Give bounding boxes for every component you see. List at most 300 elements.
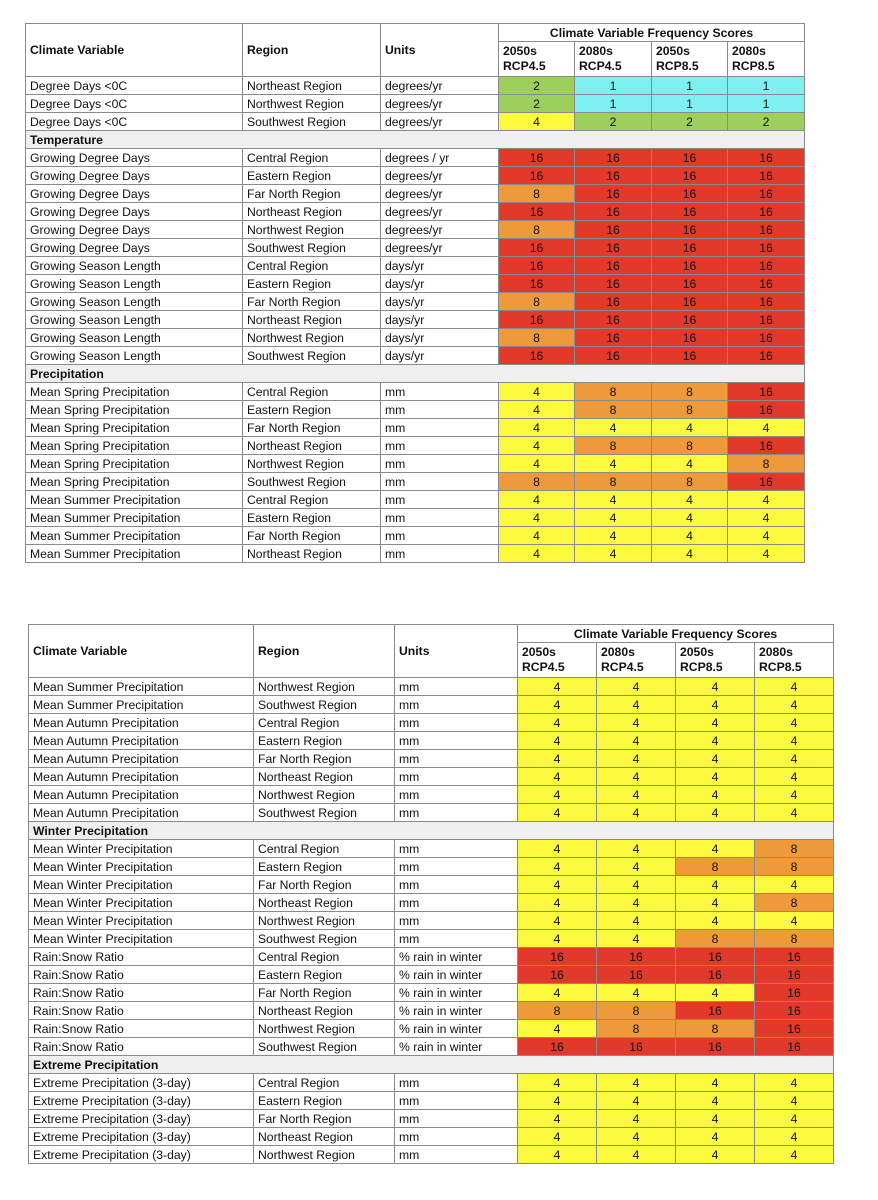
variable-cell: Growing Degree Days xyxy=(26,185,243,203)
score-cell: 4 xyxy=(597,912,676,930)
variable-cell: Mean Autumn Precipitation xyxy=(29,804,254,822)
score-cell: 8 xyxy=(676,858,755,876)
region-cell: Central Region xyxy=(254,840,395,858)
table-row xyxy=(26,311,805,329)
variable-cell: Mean Spring Precipitation xyxy=(26,437,243,455)
units-cell: degrees/yr xyxy=(381,203,499,221)
score-cell: 4 xyxy=(575,509,652,527)
table-row xyxy=(29,1020,834,1038)
score-cell: 4 xyxy=(755,714,834,732)
score-cell: 4 xyxy=(518,1074,597,1092)
score-cell: 16 xyxy=(755,1020,834,1038)
score-cell: 4 xyxy=(499,545,575,563)
variable-cell: Extreme Precipitation (3-day) xyxy=(29,1092,254,1110)
score-cell: 4 xyxy=(728,419,805,437)
units-cell: mm xyxy=(381,527,499,545)
table-row xyxy=(26,113,805,131)
scenario-header xyxy=(676,643,755,678)
score-cell: 4 xyxy=(755,1092,834,1110)
region-cell: Northwest Region xyxy=(243,221,381,239)
score-cell: 16 xyxy=(499,239,575,257)
score-cell: 4 xyxy=(728,527,805,545)
region-cell: Far North Region xyxy=(243,293,381,311)
variable-cell: Rain:Snow Ratio xyxy=(29,966,254,984)
units-cell: mm xyxy=(395,912,518,930)
variable-cell: Mean Autumn Precipitation xyxy=(29,732,254,750)
score-cell: 4 xyxy=(499,401,575,419)
score-cell: 16 xyxy=(676,1002,755,1020)
variable-cell: Growing Season Length xyxy=(26,329,243,347)
score-cell: 16 xyxy=(499,311,575,329)
variable-cell: Extreme Precipitation (3-day) xyxy=(29,1146,254,1164)
scenario-period: 2080s xyxy=(601,645,635,659)
variable-cell: Mean Spring Precipitation xyxy=(26,419,243,437)
variable-cell: Mean Summer Precipitation xyxy=(26,545,243,563)
score-cell: 16 xyxy=(575,203,652,221)
region-cell: Southwest Region xyxy=(254,1038,395,1056)
variable-cell: Mean Summer Precipitation xyxy=(29,696,254,714)
table-row xyxy=(29,786,834,804)
table-row xyxy=(26,473,805,491)
scenario-period: 2050s xyxy=(656,44,690,58)
variable-cell: Mean Winter Precipitation xyxy=(29,894,254,912)
score-cell: 16 xyxy=(728,221,805,239)
score-cell: 4 xyxy=(518,804,597,822)
units-cell: degrees / yr xyxy=(381,149,499,167)
table-row xyxy=(29,840,834,858)
table-row xyxy=(26,527,805,545)
score-cell: 8 xyxy=(499,473,575,491)
score-cell: 4 xyxy=(652,491,728,509)
score-cell: 16 xyxy=(499,203,575,221)
variable-cell: Mean Summer Precipitation xyxy=(29,678,254,696)
score-cell: 16 xyxy=(597,1038,676,1056)
score-cell: 4 xyxy=(575,545,652,563)
variable-cell: Growing Degree Days xyxy=(26,149,243,167)
region-cell: Northeast Region xyxy=(243,203,381,221)
score-cell: 16 xyxy=(728,293,805,311)
section-heading: Precipitation xyxy=(26,365,805,383)
units-header: Units xyxy=(395,625,518,678)
frequency-table-2 xyxy=(28,624,834,1164)
units-cell: degrees/yr xyxy=(381,221,499,239)
region-cell: Northwest Region xyxy=(254,678,395,696)
score-cell: 4 xyxy=(676,1128,755,1146)
score-cell: 4 xyxy=(518,1110,597,1128)
variable-cell: Growing Season Length xyxy=(26,257,243,275)
score-cell: 16 xyxy=(575,167,652,185)
score-cell: 8 xyxy=(499,221,575,239)
section-row xyxy=(29,1056,834,1074)
score-cell: 4 xyxy=(518,768,597,786)
frequency-scores-header: Climate Variable Frequency Scores xyxy=(518,625,834,643)
region-cell: Northeast Region xyxy=(254,894,395,912)
table-row xyxy=(29,876,834,894)
score-cell: 4 xyxy=(676,786,755,804)
table-row xyxy=(26,203,805,221)
region-cell: Far North Region xyxy=(243,419,381,437)
score-cell: 4 xyxy=(676,750,755,768)
score-cell: 4 xyxy=(518,840,597,858)
score-cell: 16 xyxy=(728,185,805,203)
table-header xyxy=(29,625,834,678)
scenario-rcp: RCP4.5 xyxy=(601,660,644,674)
table-row xyxy=(29,912,834,930)
score-cell: 16 xyxy=(518,1038,597,1056)
score-cell: 4 xyxy=(676,768,755,786)
table-row xyxy=(26,77,805,95)
score-cell: 4 xyxy=(499,437,575,455)
table-row xyxy=(29,894,834,912)
score-cell: 16 xyxy=(652,257,728,275)
scenario-rcp: RCP8.5 xyxy=(656,59,699,73)
units-cell: mm xyxy=(395,894,518,912)
units-header: Units xyxy=(381,24,499,77)
units-cell: mm xyxy=(381,545,499,563)
score-cell: 2 xyxy=(575,113,652,131)
score-cell: 16 xyxy=(728,473,805,491)
table-row xyxy=(26,509,805,527)
units-cell: mm xyxy=(395,696,518,714)
variable-cell: Rain:Snow Ratio xyxy=(29,984,254,1002)
table-row xyxy=(29,1038,834,1056)
scenario-header xyxy=(575,42,652,77)
table-row xyxy=(29,1110,834,1128)
table-row xyxy=(29,1146,834,1164)
section-heading: Winter Precipitation xyxy=(29,822,834,840)
score-cell: 8 xyxy=(575,473,652,491)
variable-cell: Extreme Precipitation (3-day) xyxy=(29,1074,254,1092)
table-row xyxy=(29,714,834,732)
score-cell: 4 xyxy=(518,678,597,696)
score-cell: 8 xyxy=(597,1002,676,1020)
region-cell: Far North Region xyxy=(254,984,395,1002)
scenario-header xyxy=(499,42,575,77)
score-cell: 16 xyxy=(575,347,652,365)
score-cell: 16 xyxy=(597,948,676,966)
table-row xyxy=(29,1092,834,1110)
score-cell: 4 xyxy=(597,786,676,804)
region-cell: Northwest Region xyxy=(243,455,381,473)
variable-cell: Growing Season Length xyxy=(26,275,243,293)
table-row xyxy=(29,948,834,966)
variable-cell: Degree Days <0C xyxy=(26,95,243,113)
scenario-period: 2080s xyxy=(579,44,613,58)
score-cell: 4 xyxy=(518,696,597,714)
units-cell: mm xyxy=(395,876,518,894)
variable-cell: Mean Winter Precipitation xyxy=(29,840,254,858)
variable-cell: Extreme Precipitation (3-day) xyxy=(29,1128,254,1146)
score-cell: 2 xyxy=(652,113,728,131)
frequency-scores-header: Climate Variable Frequency Scores xyxy=(499,24,805,42)
units-cell: mm xyxy=(395,1146,518,1164)
score-cell: 4 xyxy=(755,750,834,768)
score-cell: 16 xyxy=(652,203,728,221)
score-cell: 16 xyxy=(575,185,652,203)
score-cell: 4 xyxy=(597,678,676,696)
region-cell: Northeast Region xyxy=(243,311,381,329)
region-cell: Far North Region xyxy=(243,185,381,203)
score-cell: 4 xyxy=(676,1110,755,1128)
region-cell: Central Region xyxy=(254,714,395,732)
score-cell: 4 xyxy=(597,1110,676,1128)
score-cell: 4 xyxy=(597,768,676,786)
region-header: Region xyxy=(243,24,381,77)
variable-cell: Growing Degree Days xyxy=(26,221,243,239)
score-cell: 4 xyxy=(676,1074,755,1092)
score-cell: 4 xyxy=(755,732,834,750)
score-cell: 16 xyxy=(755,948,834,966)
units-cell: mm xyxy=(381,473,499,491)
region-cell: Southwest Region xyxy=(254,696,395,714)
variable-cell: Mean Summer Precipitation xyxy=(26,491,243,509)
table-row xyxy=(26,401,805,419)
units-cell: mm xyxy=(395,1128,518,1146)
score-cell: 16 xyxy=(728,239,805,257)
score-cell: 16 xyxy=(575,257,652,275)
table-row xyxy=(26,185,805,203)
score-cell: 4 xyxy=(518,912,597,930)
region-cell: Northwest Region xyxy=(254,1020,395,1038)
table-row xyxy=(26,167,805,185)
units-cell: % rain in winter xyxy=(395,1020,518,1038)
region-cell: Southwest Region xyxy=(254,930,395,948)
score-cell: 16 xyxy=(652,149,728,167)
units-cell: mm xyxy=(381,383,499,401)
score-cell: 1 xyxy=(652,77,728,95)
scenario-rcp: RCP4.5 xyxy=(579,59,622,73)
score-cell: 4 xyxy=(755,912,834,930)
score-cell: 1 xyxy=(728,77,805,95)
scenario-period: 2050s xyxy=(503,44,537,58)
table-row xyxy=(29,858,834,876)
region-cell: Northwest Region xyxy=(254,786,395,804)
score-cell: 16 xyxy=(652,275,728,293)
score-cell: 4 xyxy=(676,894,755,912)
score-cell: 4 xyxy=(597,1128,676,1146)
section-heading: Temperature xyxy=(26,131,805,149)
table-row xyxy=(29,678,834,696)
score-cell: 4 xyxy=(676,732,755,750)
table-row xyxy=(26,149,805,167)
table-row xyxy=(29,750,834,768)
score-cell: 4 xyxy=(652,419,728,437)
score-cell: 8 xyxy=(499,293,575,311)
score-cell: 8 xyxy=(575,401,652,419)
score-cell: 4 xyxy=(728,545,805,563)
score-cell: 8 xyxy=(755,930,834,948)
scenario-period: 2080s xyxy=(732,44,766,58)
score-cell: 4 xyxy=(676,984,755,1002)
variable-cell: Mean Spring Precipitation xyxy=(26,473,243,491)
score-cell: 4 xyxy=(518,894,597,912)
table-row xyxy=(26,419,805,437)
score-cell: 4 xyxy=(652,527,728,545)
variable-cell: Growing Season Length xyxy=(26,347,243,365)
score-cell: 4 xyxy=(499,113,575,131)
region-cell: Northwest Region xyxy=(254,1146,395,1164)
score-cell: 16 xyxy=(728,311,805,329)
score-cell: 2 xyxy=(499,77,575,95)
region-cell: Eastern Region xyxy=(243,401,381,419)
score-cell: 4 xyxy=(518,858,597,876)
units-cell: mm xyxy=(395,786,518,804)
variable-cell: Growing Season Length xyxy=(26,311,243,329)
score-cell: 4 xyxy=(575,491,652,509)
score-cell: 4 xyxy=(518,984,597,1002)
score-cell: 8 xyxy=(652,437,728,455)
units-cell: degrees/yr xyxy=(381,239,499,257)
table-row xyxy=(26,455,805,473)
variable-cell: Degree Days <0C xyxy=(26,77,243,95)
units-cell: mm xyxy=(395,1110,518,1128)
scenario-rcp: RCP4.5 xyxy=(522,660,565,674)
score-cell: 4 xyxy=(652,509,728,527)
score-cell: 1 xyxy=(728,95,805,113)
score-cell: 4 xyxy=(499,509,575,527)
units-cell: % rain in winter xyxy=(395,1038,518,1056)
score-cell: 4 xyxy=(518,732,597,750)
score-cell: 4 xyxy=(755,1146,834,1164)
region-cell: Central Region xyxy=(254,1074,395,1092)
units-cell: mm xyxy=(395,1074,518,1092)
scenario-rcp: RCP8.5 xyxy=(759,660,802,674)
units-cell: mm xyxy=(381,455,499,473)
score-cell: 4 xyxy=(597,750,676,768)
variable-cell: Rain:Snow Ratio xyxy=(29,1020,254,1038)
table-body xyxy=(26,77,805,563)
score-cell: 4 xyxy=(652,545,728,563)
score-cell: 4 xyxy=(597,1074,676,1092)
units-cell: mm xyxy=(381,401,499,419)
units-cell: mm xyxy=(395,1092,518,1110)
variable-cell: Growing Degree Days xyxy=(26,239,243,257)
score-cell: 16 xyxy=(728,329,805,347)
score-cell: 4 xyxy=(597,876,676,894)
score-cell: 4 xyxy=(518,750,597,768)
score-cell: 4 xyxy=(518,1020,597,1038)
region-cell: Central Region xyxy=(243,149,381,167)
score-cell: 16 xyxy=(499,275,575,293)
score-cell: 16 xyxy=(755,966,834,984)
region-cell: Southwest Region xyxy=(243,347,381,365)
variable-cell: Mean Autumn Precipitation xyxy=(29,750,254,768)
region-cell: Southwest Region xyxy=(243,473,381,491)
scenario-rcp: RCP8.5 xyxy=(680,660,723,674)
units-cell: mm xyxy=(395,732,518,750)
score-cell: 4 xyxy=(676,678,755,696)
score-cell: 4 xyxy=(755,1128,834,1146)
climate-variable-header: Climate Variable xyxy=(26,24,243,77)
variable-cell: Rain:Snow Ratio xyxy=(29,1038,254,1056)
score-cell: 4 xyxy=(728,509,805,527)
units-cell: % rain in winter xyxy=(395,1002,518,1020)
region-cell: Northwest Region xyxy=(243,95,381,113)
table-row xyxy=(26,347,805,365)
units-cell: mm xyxy=(395,714,518,732)
score-cell: 4 xyxy=(499,455,575,473)
score-cell: 16 xyxy=(499,167,575,185)
region-cell: Northeast Region xyxy=(254,1128,395,1146)
table-row xyxy=(26,437,805,455)
score-cell: 4 xyxy=(518,876,597,894)
table-row xyxy=(26,221,805,239)
score-cell: 8 xyxy=(597,1020,676,1038)
score-cell: 4 xyxy=(676,714,755,732)
region-cell: Central Region xyxy=(254,948,395,966)
region-cell: Northeast Region xyxy=(243,545,381,563)
score-cell: 16 xyxy=(728,257,805,275)
region-cell: Far North Region xyxy=(254,750,395,768)
score-cell: 16 xyxy=(499,149,575,167)
units-cell: mm xyxy=(395,678,518,696)
score-cell: 4 xyxy=(597,732,676,750)
score-cell: 4 xyxy=(755,696,834,714)
score-cell: 1 xyxy=(575,77,652,95)
variable-cell: Growing Degree Days xyxy=(26,167,243,185)
climate-variable-header: Climate Variable xyxy=(29,625,254,678)
table-row xyxy=(29,1074,834,1092)
score-cell: 4 xyxy=(676,1092,755,1110)
table-row xyxy=(26,239,805,257)
region-cell: Eastern Region xyxy=(254,966,395,984)
region-cell: Far North Region xyxy=(254,876,395,894)
score-cell: 4 xyxy=(597,696,676,714)
region-cell: Northeast Region xyxy=(254,768,395,786)
scenario-period: 2050s xyxy=(680,645,714,659)
table-row xyxy=(26,275,805,293)
score-cell: 4 xyxy=(518,1146,597,1164)
score-cell: 8 xyxy=(652,383,728,401)
score-cell: 8 xyxy=(652,473,728,491)
score-cell: 1 xyxy=(652,95,728,113)
variable-cell: Mean Spring Precipitation xyxy=(26,401,243,419)
score-cell: 4 xyxy=(755,804,834,822)
units-cell: degrees/yr xyxy=(381,185,499,203)
variable-cell: Mean Winter Precipitation xyxy=(29,876,254,894)
region-cell: Eastern Region xyxy=(243,509,381,527)
units-cell: % rain in winter xyxy=(395,966,518,984)
score-cell: 4 xyxy=(518,786,597,804)
region-cell: Far North Region xyxy=(243,527,381,545)
section-row xyxy=(26,365,805,383)
score-cell: 8 xyxy=(499,329,575,347)
units-cell: mm xyxy=(395,768,518,786)
units-cell: days/yr xyxy=(381,329,499,347)
score-cell: 16 xyxy=(728,383,805,401)
scenario-header xyxy=(597,643,676,678)
score-cell: 4 xyxy=(755,786,834,804)
score-cell: 16 xyxy=(575,239,652,257)
score-cell: 4 xyxy=(518,714,597,732)
score-cell: 4 xyxy=(597,894,676,912)
score-cell: 8 xyxy=(652,401,728,419)
score-cell: 16 xyxy=(652,293,728,311)
scenario-header xyxy=(652,42,728,77)
score-cell: 16 xyxy=(755,1002,834,1020)
score-cell: 4 xyxy=(597,1092,676,1110)
table-row xyxy=(26,383,805,401)
variable-cell: Mean Spring Precipitation xyxy=(26,455,243,473)
score-cell: 1 xyxy=(575,95,652,113)
variable-cell: Rain:Snow Ratio xyxy=(29,948,254,966)
score-cell: 16 xyxy=(652,167,728,185)
score-cell: 8 xyxy=(518,1002,597,1020)
units-cell: days/yr xyxy=(381,257,499,275)
scenario-period: 2080s xyxy=(759,645,793,659)
score-cell: 16 xyxy=(499,257,575,275)
region-cell: Eastern Region xyxy=(254,1092,395,1110)
